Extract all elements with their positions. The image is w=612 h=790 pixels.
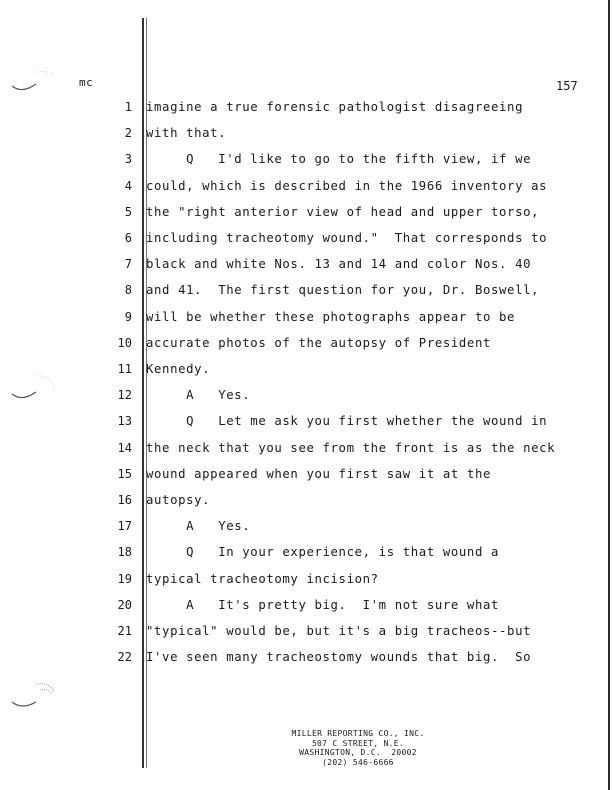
transcript-line: will be whether these photographs appear to be — [146, 310, 516, 324]
transcript-line: A Yes. — [146, 519, 251, 533]
line-number: 20 — [117, 598, 132, 612]
transcript-line: autopsy. — [146, 493, 211, 507]
line-number: 7 — [124, 257, 132, 271]
line-number: 1 — [124, 100, 132, 114]
transcript-line: "typical" would be, but it's a big tracheos--but — [146, 624, 532, 638]
line-number: 16 — [117, 493, 132, 507]
reporter-footer — [250, 729, 466, 767]
transcript-line: Q I'd like to go to the fifth view, if we — [146, 152, 532, 166]
punch-hole-mark — [8, 678, 58, 710]
line-number: 14 — [117, 441, 132, 455]
footer-phone: (202) 546-6666 — [322, 757, 394, 767]
transcript-line: A Yes. — [146, 388, 251, 402]
line-number: 19 — [117, 572, 132, 586]
punch-hole-mark — [8, 62, 58, 94]
line-number: 2 — [124, 126, 132, 140]
line-number: 9 — [124, 310, 132, 324]
line-number: 21 — [117, 624, 132, 638]
footer-street: 507 C STREET, N.E. — [311, 738, 405, 748]
line-number: 10 — [117, 336, 132, 350]
line-number: 13 — [117, 414, 132, 428]
line-number: 6 — [124, 231, 132, 245]
page-number: 157 — [556, 79, 578, 93]
transcript-line: with that. — [146, 126, 227, 140]
punch-hole-mark — [8, 372, 58, 404]
transcript-line: wound appeared when you first saw it at the — [146, 467, 492, 481]
line-number: 3 — [124, 152, 132, 166]
line-number: 5 — [124, 205, 132, 219]
right-page-border — [608, 0, 610, 790]
footer-city: WASHINGTON, D.C. 20002 — [299, 748, 417, 757]
reporter-initials: mc — [79, 76, 94, 89]
line-number: 22 — [117, 650, 132, 664]
line-number: 12 — [117, 388, 132, 402]
line-number: 15 — [117, 467, 132, 481]
transcript-line: accurate photos of the autopsy of President — [146, 336, 492, 350]
line-number: 8 — [124, 283, 132, 297]
footer-company: MILLER REPORTING CO., INC. — [291, 729, 425, 738]
line-number: 11 — [117, 362, 132, 376]
line-number: 17 — [117, 519, 132, 533]
transcript-line: typical tracheotomy incision? — [146, 572, 379, 586]
transcript-line: could, which is described in the 1966 inventory as — [146, 179, 548, 193]
transcript-line: A It's pretty big. I'm not sure what — [146, 598, 500, 612]
transcript-line: Q Let me ask you first whether the wound in — [146, 414, 548, 428]
transcript-line: imagine a true forensic pathologist disagreeing — [146, 100, 524, 114]
line-number: 18 — [117, 545, 132, 559]
transcript-line: and 41. The first question for you, Dr. Boswell, — [146, 283, 540, 297]
left-margin-rule — [142, 18, 144, 768]
line-number: 4 — [124, 179, 132, 193]
transcript-line: Kennedy. — [146, 362, 211, 376]
transcript-line: I've seen many tracheostomy wounds that big. So — [146, 650, 532, 664]
transcript-line: Q In your experience, is that wound a — [146, 545, 500, 559]
transcript-line: the "right anterior view of head and upper torso, — [146, 205, 540, 219]
transcript-line: including tracheotomy wound." That corresponds to — [146, 231, 548, 245]
transcript-line: black and white Nos. 13 and 14 and color Nos. 40 — [146, 257, 532, 271]
transcript-line: the neck that you see from the front is as the neck — [146, 441, 556, 455]
